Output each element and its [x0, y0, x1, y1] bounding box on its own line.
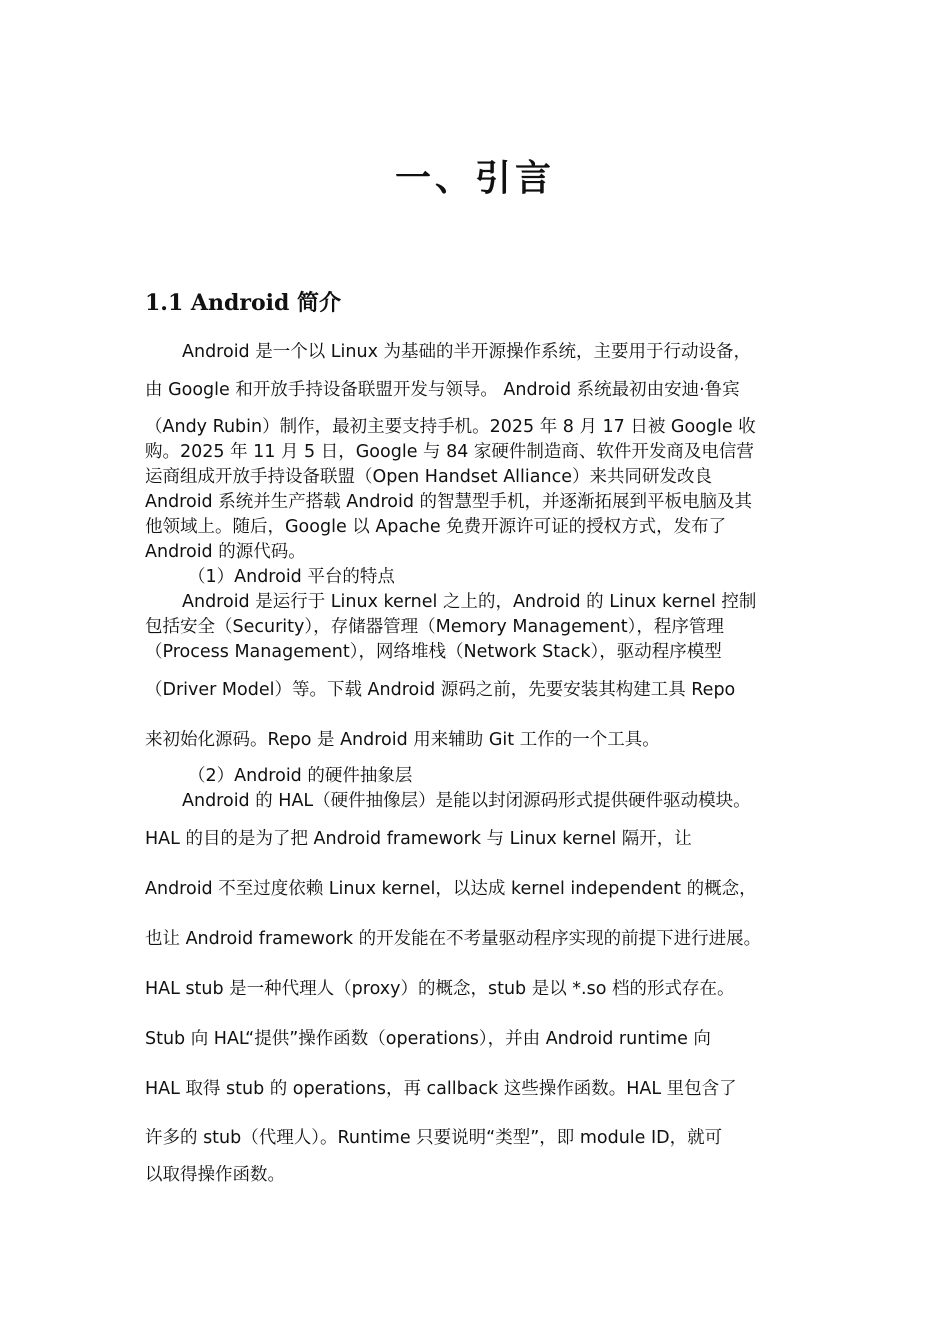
paragraph-line: Stub 向 HAL“提供”操作函数（operations），并由 Android runtime 向 — [145, 1029, 711, 1049]
paragraph-line: （Andy Rubin）制作，最初主要支持手机。2025 年 8 月 17 日被 Google 收 — [145, 417, 756, 437]
paragraph-line: 也让 Android framework 的开发能在不考量驱动程序实现的前提下进行进展。 — [145, 929, 762, 949]
paragraph-line: 包括安全（Security），存储器管理（Memory Management），程序管理 — [145, 617, 724, 637]
list-heading: （1）Android 平台的特点 — [188, 567, 395, 587]
paragraph-line: （Driver Model）等。下载 Android 源码之前，先要安装其构建工具 Repo — [145, 680, 736, 700]
paragraph-line: 来初始化源码。Repo 是 Android 用来辅助 Git 工作的一个工具。 — [145, 730, 660, 750]
paragraph-line: HAL stub 是一种代理人（proxy）的概念，stub 是以 *.so 档的形式存在。 — [145, 979, 735, 999]
paragraph-line: HAL 的目的是为了把 Android framework 与 Linux kernel 隔开，让 — [145, 829, 692, 849]
paragraph-line: 运商组成开放手持设备联盟（Open Handset Alliance）来共同研发改良 — [145, 467, 712, 487]
paragraph-line: Android 的源代码。 — [145, 542, 306, 562]
list-heading: （2）Android 的硬件抽象层 — [188, 766, 413, 786]
section-title: 1.1 Android 简介 — [145, 290, 342, 316]
paragraph-line: Android 不至过度依赖 Linux kernel，以达成 kernel independent 的概念， — [145, 879, 757, 899]
chapter-title: 一、引言 — [394, 157, 555, 199]
paragraph-line: Android 是运行于 Linux kernel 之上的，Android 的 Linux kernel 控制 — [182, 592, 757, 612]
paragraph-line: Android 是一个以 Linux 为基础的半开源操作系统，主要用于行动设备， — [182, 342, 751, 362]
paragraph-line: Android 系统并生产搭载 Android 的智慧型手机，并逐渐拓展到平板电脑及其 — [145, 492, 753, 512]
paragraph-line: 许多的 stub（代理人）。Runtime 只要说明“类型”，即 module ID，就可 — [145, 1128, 723, 1148]
paragraph-line: 由 Google 和开放手持设备联盟开发与领导。 Android 系统最初由安迪·鲁宾 — [145, 380, 740, 400]
paragraph-line: 他领域上。随后，Google 以 Apache 免费开源许可证的授权方式，发布了 — [145, 517, 727, 537]
paragraph-line: 以取得操作函数。 — [145, 1165, 285, 1185]
paragraph-line: （Process Management），网络堆栈（Network Stack），驱动程序模型 — [145, 642, 722, 662]
paragraph-line: Android 的 HAL（硬件抽像层）是能以封闭源码形式提供硬件驱动模块。 — [182, 791, 751, 811]
paragraph-line: HAL 取得 stub 的 operations，再 callback 这些操作函数。HAL 里包含了 — [145, 1079, 737, 1099]
paragraph-line: 购。2025 年 11 月 5 日，Google 与 84 家硬件制造商、软件开发商及电信营 — [145, 442, 754, 462]
